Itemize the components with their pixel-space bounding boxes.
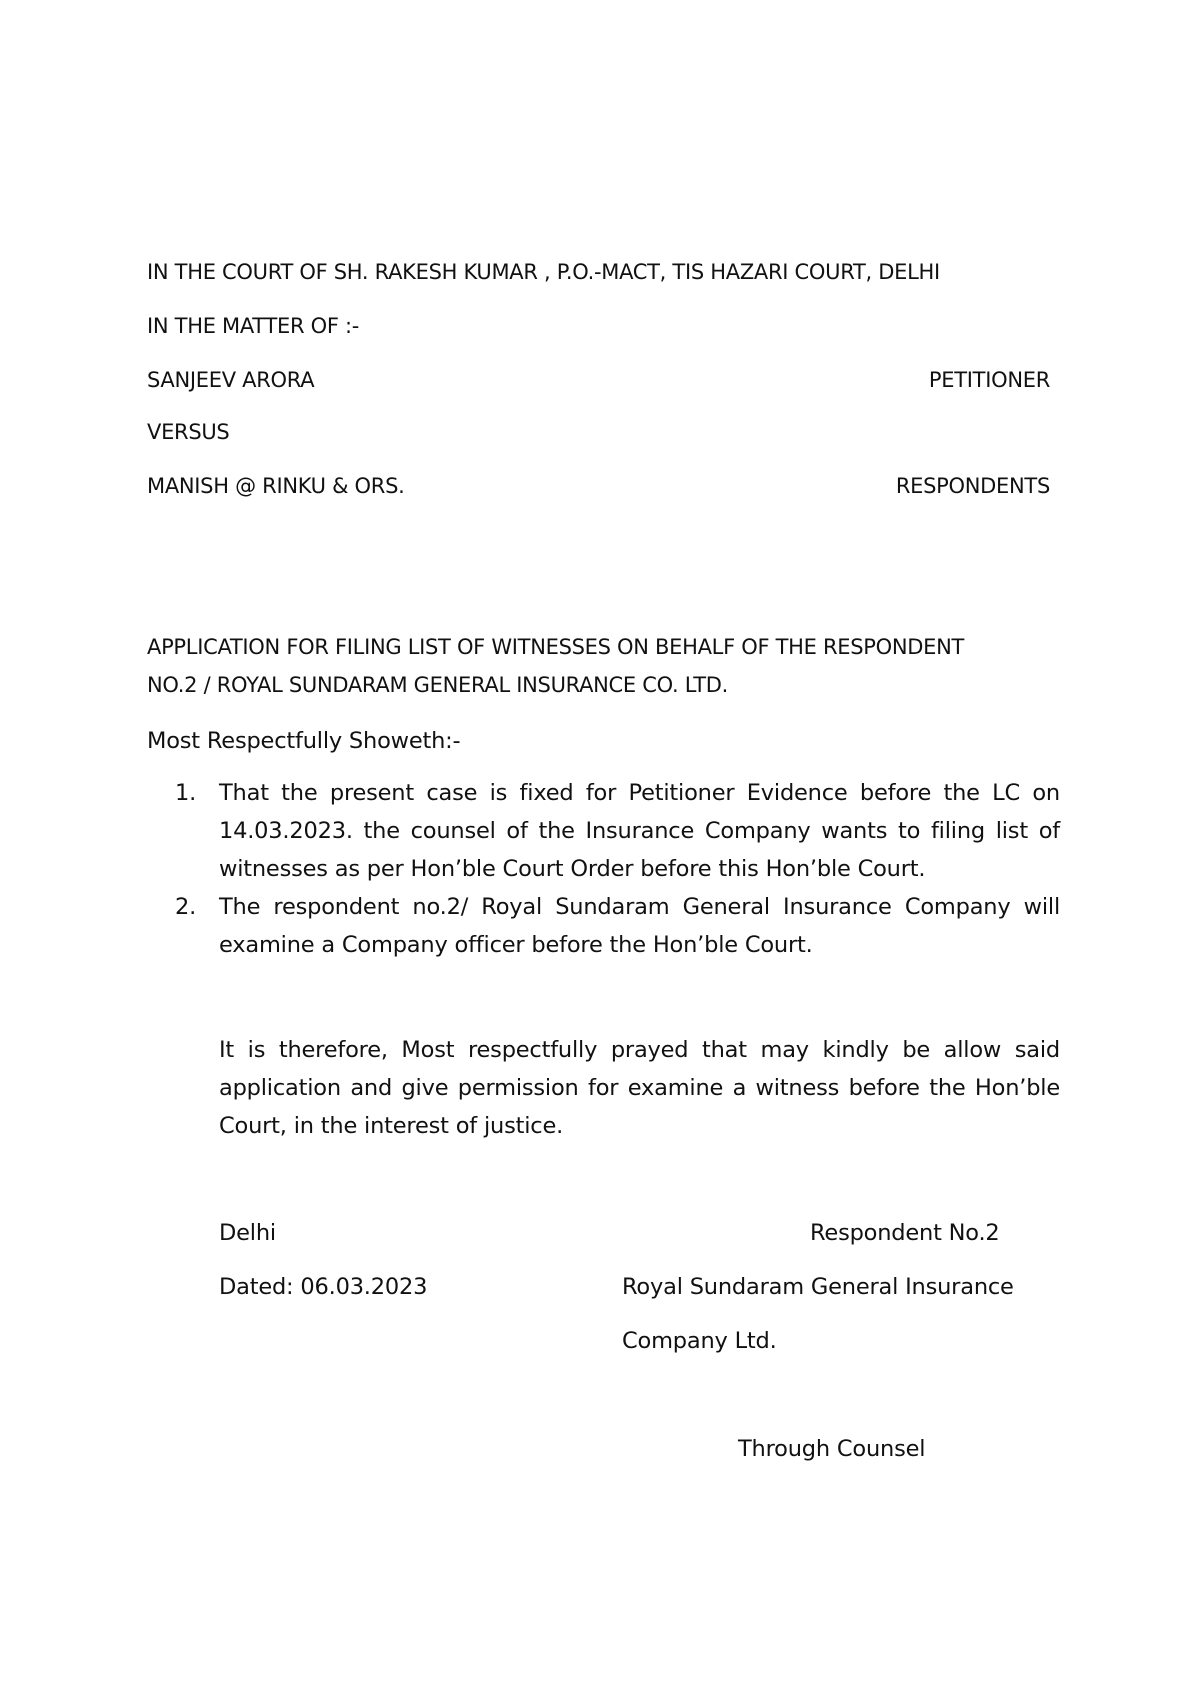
list-item bbox=[175, 888, 1060, 964]
list-number: 1. bbox=[175, 780, 197, 806]
versus-label: VERSUS bbox=[147, 420, 230, 444]
petitioner-name: SANJEEV ARORA bbox=[147, 368, 315, 392]
list-item-text: That the present case is fixed for Petitioner Evidence before the LC on 14.03.2023. the counsel of the Insurance Company wants to filing list of witnesses as per Hon’ble Court Order before this Hon’ble Court. bbox=[219, 780, 1060, 882]
prayer-paragraph: It is therefore, Most respectfully prayed that may kindly be allow said application and give permission for examine a witness before the Hon’ble Court, in the interest of justice. bbox=[219, 1037, 1060, 1139]
court-heading: IN THE COURT OF SH. RAKESH KUMAR , P.O.-MACT, TIS HAZARI COURT, DELHI bbox=[147, 260, 940, 284]
signature-company-line1: Royal Sundaram General Insurance bbox=[622, 1274, 1014, 1300]
list-item-text: The respondent no.2/ Royal Sundaram General Insurance Company will examine a Company officer before the Hon’ble Court. bbox=[219, 894, 1060, 958]
through-counsel: Through Counsel bbox=[738, 1436, 926, 1462]
matter-heading: IN THE MATTER OF :- bbox=[147, 314, 360, 338]
signature-place: Delhi bbox=[219, 1220, 276, 1246]
signature-company-line2: Company Ltd. bbox=[622, 1328, 777, 1354]
respondent-name: MANISH @ RINKU & ORS. bbox=[147, 474, 405, 498]
points-list bbox=[175, 774, 1060, 964]
list-item bbox=[175, 774, 1060, 888]
petitioner-label: PETITIONER bbox=[928, 368, 1050, 392]
respondent-label: RESPONDENTS bbox=[895, 474, 1050, 498]
application-title-line1: APPLICATION FOR FILING LIST OF WITNESSES ON BEHALF OF THE RESPONDENT bbox=[147, 635, 965, 659]
signature-date: Dated: 06.03.2023 bbox=[219, 1274, 428, 1300]
signature-party: Respondent No.2 bbox=[810, 1220, 1000, 1246]
application-title-line2: NO.2 / ROYAL SUNDARAM GENERAL INSURANCE CO. LTD. bbox=[147, 673, 729, 697]
showeth-line: Most Respectfully Showeth:- bbox=[147, 728, 461, 754]
list-number: 2. bbox=[175, 894, 197, 920]
